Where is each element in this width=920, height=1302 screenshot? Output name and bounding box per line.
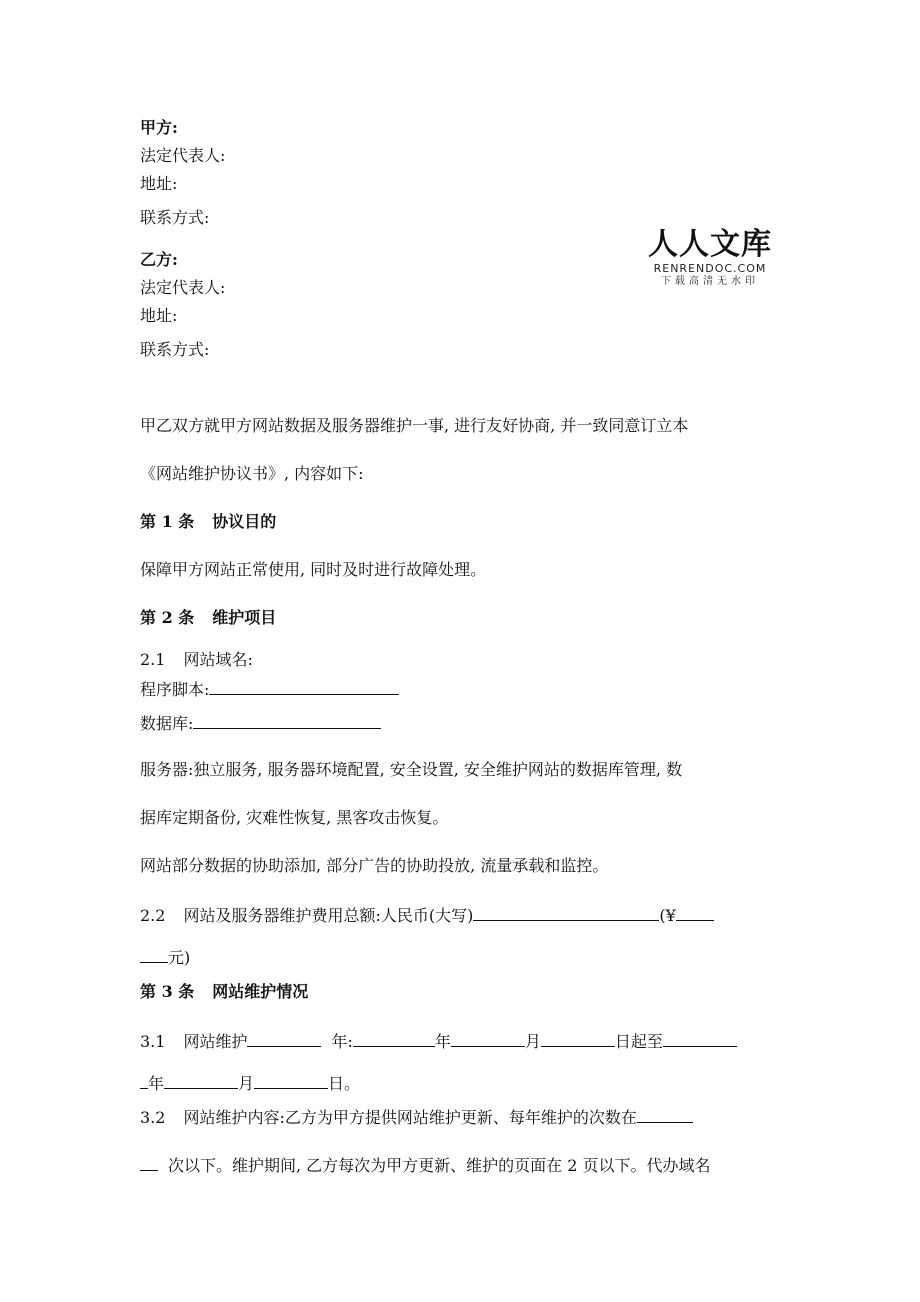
logo-title: 人人文库	[648, 227, 772, 262]
article-1-heading	[140, 512, 276, 532]
database-label: 数据库:	[140, 714, 194, 733]
end-year-blank	[663, 1030, 737, 1047]
section-2-1-number: 2.1	[140, 650, 166, 669]
section-2-2-number: 2.2	[140, 906, 166, 925]
fee-label: 网站及服务器维护费用总额:人民币(大写)	[183, 906, 474, 925]
start-year-blank	[353, 1030, 435, 1047]
count-blank-cont	[140, 1154, 158, 1171]
script-row	[140, 678, 399, 700]
section-3-2-number: 3.2	[140, 1108, 166, 1127]
party-a-contact-label: 联系方式:	[140, 208, 210, 227]
start-day-label: 日起至	[614, 1032, 663, 1051]
end-year-blank-cont	[140, 1072, 148, 1089]
start-month-label: 月	[524, 1032, 541, 1051]
intro-line-1: 甲乙双方就甲方网站数据及服务器维护一事, 进行友好协商, 并一致同意订立本	[140, 416, 689, 435]
party-a-heading: 甲方:	[140, 118, 178, 137]
intro-line-2: 《网站维护协议书》, 内容如下:	[140, 464, 364, 483]
domain-label: 网站域名:	[183, 650, 253, 669]
end-year-label: 年	[148, 1074, 165, 1093]
article-2-number: 第 2 条	[140, 608, 195, 627]
script-label: 程序脚本:	[140, 680, 210, 699]
year-colon-label: 年:	[331, 1032, 353, 1051]
maintenance-content-line-2: 次以下。维护期间, 乙方每次为甲方更新、维护的页面在 2 页以下。代办域名	[168, 1156, 711, 1175]
start-month-blank	[451, 1030, 525, 1047]
count-blank	[637, 1106, 693, 1123]
article-1-number: 第 1 条	[140, 512, 195, 531]
party-b-address-label: 地址:	[140, 306, 178, 325]
article-1-body: 保障甲方网站正常使用, 同时及时进行故障处理。	[140, 560, 487, 579]
article-3-number: 第 3 条	[140, 982, 195, 1001]
article-3-heading	[140, 982, 308, 1002]
section-3-2	[140, 1106, 693, 1128]
logo-tagline: 下载高清无水印	[661, 276, 759, 287]
section-2-2-cont	[140, 946, 190, 968]
section-3-2-cont	[140, 1154, 711, 1176]
server-line-1: 服务器:独立服务, 服务器环境配置, 安全设置, 安全维护网站的数据库管理, 数	[140, 760, 683, 779]
fee-number-blank-cont	[140, 946, 168, 963]
logo-domain: RENRENDOC.COM	[653, 262, 767, 275]
script-blank	[209, 678, 399, 695]
party-a-address-label: 地址:	[140, 174, 178, 193]
end-month-blank	[164, 1072, 238, 1089]
party-b-contact-label: 联系方式:	[140, 340, 210, 359]
start-day-blank	[541, 1030, 615, 1047]
fee-yuan-label: 元)	[168, 948, 191, 967]
renrendoc-watermark-logo	[640, 228, 780, 288]
section-2-2	[140, 904, 714, 926]
years-blank	[247, 1030, 321, 1047]
partial-data-line: 网站部分数据的协助添加, 部分广告的协助投放, 流量承载和监控。	[140, 856, 609, 875]
party-b-heading: 乙方:	[140, 250, 178, 269]
maintenance-content-text: 网站维护内容:乙方为甲方提供网站维护更新、每年维护的次数在	[183, 1108, 637, 1127]
end-day-label: 日。	[328, 1074, 361, 1093]
start-year-label: 年	[434, 1032, 451, 1051]
fee-number-blank	[676, 904, 714, 921]
database-row	[140, 712, 381, 734]
maintenance-label: 网站维护	[183, 1032, 248, 1051]
article-2-title: 维护项目	[212, 608, 277, 627]
section-2-1	[140, 650, 253, 670]
party-b-rep-label: 法定代表人:	[140, 278, 226, 297]
database-blank	[193, 712, 381, 729]
article-2-heading	[140, 608, 276, 628]
article-1-title: 协议目的	[212, 512, 277, 531]
end-month-label: 月	[238, 1074, 255, 1093]
party-a-rep-label: 法定代表人:	[140, 146, 226, 165]
fee-yen-label: (¥	[659, 906, 676, 925]
section-3-1-cont	[140, 1072, 360, 1094]
section-3-1-number: 3.1	[140, 1032, 166, 1051]
end-day-blank	[254, 1072, 328, 1089]
section-3-1	[140, 1030, 737, 1052]
fee-words-blank	[473, 904, 659, 921]
article-3-title: 网站维护情况	[212, 982, 309, 1001]
server-line-2: 据库定期备份, 灾难性恢复, 黑客攻击恢复。	[140, 808, 449, 827]
